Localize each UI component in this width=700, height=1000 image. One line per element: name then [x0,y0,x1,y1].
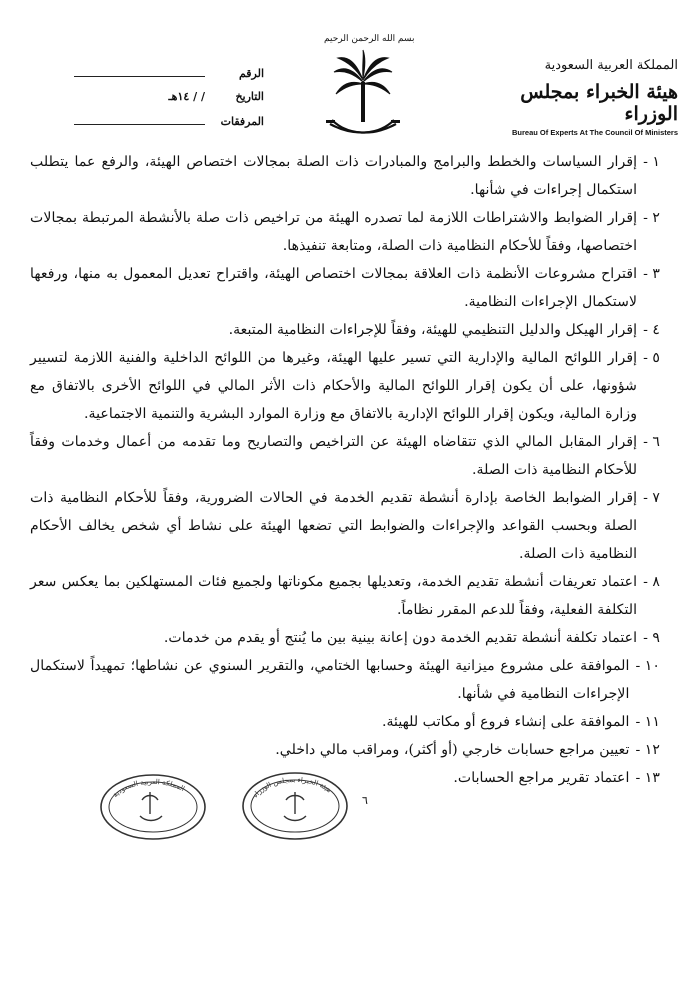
date-value: / / ١٤هـ [168,90,205,103]
basmala: بسم الله الرحمن الرحيم [324,34,415,44]
list-item [30,204,660,260]
item-text: إقرار السياسات والخطط والبرامج والمبادرات ذات الصلة بمجالات اختصاص الهيئة، والرفع عما يتطلب استكمال إجراءات في شأنها. [30,154,638,198]
item-number: ٢ - [643,210,660,226]
official-seal-stamp-icon [98,772,208,842]
ref-number-label: الرقم [238,67,264,80]
item-text: تعيين مراجع حسابات خارجي (أو أكثر)، ومراقب مالي داخلي. [275,742,630,758]
kingdom-name: المملكة العربية السعودية [544,58,678,73]
item-number: ١٠ - [635,658,660,674]
ref-number-line [74,66,205,77]
item-number: ٤ - [643,322,660,338]
list-item [30,260,660,316]
list-item [30,708,660,736]
item-text: إقرار المقابل المالي الذي تتقاضاه الهيئة عن التراخيص والتصاريح وما تقدمه من أعمال وخدمات وفقاً للأحكام النظامية ذات الصلة. [30,434,638,478]
svg-text:المملكة العربية السعودية: المملكة العربية السعودية [111,777,186,799]
item-number: ١١ - [635,714,660,730]
document-body [30,148,660,792]
org-name: هيئة الخبراء بمجلس الوزراء [520,81,678,125]
list-item [30,484,660,568]
list-item [30,316,660,344]
item-text: إقرار الهيكل والدليل التنظيمي للهيئة، وفقاً للإجراءات النظامية المتبعة. [228,322,638,338]
attachments-label: المرفقات [220,115,264,128]
list-item [30,428,660,484]
org-name-english: Bureau Of Experts At The Council Of Ministers [512,128,678,137]
item-number: ١٣ - [635,770,660,786]
list-item [30,652,660,708]
item-text: اعتماد تعريفات أنشطة تقديم الخدمة، وتعديلها بجميع مكوناتها ولجميع فئات المستهلكين بما يعكس سعر التكلفة الفعلية، وفقاً للدعم المقرر نظاماً. [30,574,638,618]
svg-text:هيئة الخبراء بمجلس الوزراء: هيئة الخبراء بمجلس الوزراء [251,775,333,800]
item-text: إقرار الضوابط الخاصة بإدارة أنشطة تقديم الخدمة في الحالات الضرورية، وفقاً للأحكام النظامية ذات الصلة وبحسب القواعد والإجراءات والضوابط التي تضعها الهيئة على نشاط أي شخص يخالف الأحكام النظامية ذات الصلة. [30,490,638,562]
list-item [30,736,660,764]
list-item [30,624,660,652]
item-number: ٨ - [643,574,660,590]
item-text: إقرار الضوابط والاشتراطات اللازمة لما تصدره الهيئة من تراخيص ذات صلة بالأنشطة المرتبطة بمجالات اختصاصها، وفقاً للأحكام النظامية ذات الصلة، ومتابعة تنفيذها. [30,210,638,254]
list-item [30,344,660,428]
item-text: الموافقة على إنشاء فروع أو مكاتب للهيئة. [381,714,630,730]
reference-fields [74,66,264,138]
item-text: الموافقة على مشروع ميزانية الهيئة وحسابها الختامي، والتقرير السنوي عن نشاطها؛ تمهيداً لاستكمال الإجراءات النظامية في شأنها. [30,658,630,702]
ref-number-row [74,66,264,90]
date-row [74,90,264,114]
item-number: ٥ - [643,350,660,366]
page-number: ٦ [362,794,368,807]
letterhead-org [478,58,678,137]
attachments-line [74,114,205,125]
item-text: اقتراح مشروعات الأنظمة ذات العلاقة بمجالات اختصاص الهيئة، واقتراح تعديل المعمول به منها، ورفعها لاستكمال الإجراءات النظامية. [30,266,638,310]
letterhead-emblem [318,34,415,144]
official-seal-stamp-icon [240,770,350,842]
item-number: ١٢ - [635,742,660,758]
item-number: ١ - [643,154,660,170]
item-number: ٧ - [643,490,660,506]
item-text: اعتماد تقرير مراجع الحسابات. [453,770,630,786]
item-text: اعتماد تكلفة أنشطة تقديم الخدمة دون إعانة بينية بين ما يُنتج أو يقدم من خدمات. [163,630,638,646]
item-text: إقرار اللوائح المالية والإدارية التي تسير عليها الهيئة، وغيرها من اللوائح الداخلية والفنية اللازمة لتسيير شؤونها، على أن يكون إقرار اللوائح المالية والأحكام ذات الأثر المالي في اللوائح الأخرى بالاتفاق مع وزارة المالية، ويكون إقرار اللوائح الإدارية بالاتفاق مع وزارة الموارد البشرية والتنمية الاجتماعية. [30,350,638,422]
date-label: التاريخ [235,90,264,103]
list-item [30,568,660,624]
item-number: ٩ - [643,630,660,646]
attachments-row [74,114,264,138]
list-item [30,148,660,204]
palm-and-swords-emblem-icon [318,48,408,148]
item-number: ٣ - [643,266,660,282]
item-number: ٦ - [643,434,660,450]
